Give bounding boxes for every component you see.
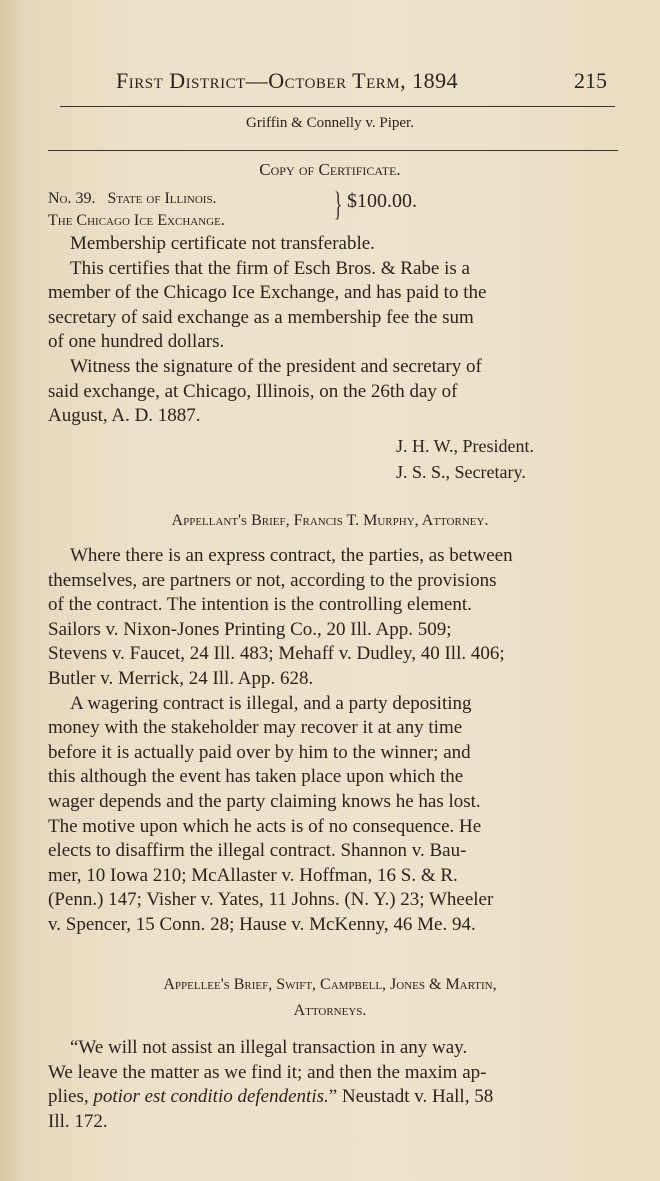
brief-line: themselves, are partners or not, according to the provisions xyxy=(48,569,497,591)
case-caption: Griffin & Connelly v. Piper. xyxy=(246,115,414,131)
certificate-no-state xyxy=(48,188,225,210)
certificate-header-block xyxy=(48,188,225,232)
appellant-heading: Appellant's Brief, Francis T. Murphy, Attorney. xyxy=(171,512,489,529)
brief-line: mer, 10 Iowa 210; McAllaster v. Hoffman, 16 S. & R. xyxy=(48,864,458,886)
brief-line: of the contract. The intention is the controlling element. xyxy=(48,594,472,616)
brief-line: Ill. 172. xyxy=(48,1110,108,1132)
brief-line: (Penn.) 147; Visher v. Yates, 11 Johns. (N. Y.) 23; Wheeler xyxy=(48,889,494,911)
brief-line-citation xyxy=(48,1085,618,1110)
brief-line: A wagering contract is illegal, and a party depositing xyxy=(70,692,472,714)
certificate-body xyxy=(48,232,618,429)
certificate-number: No. 39. xyxy=(48,190,96,207)
certificate-amount: $100.00. xyxy=(347,190,417,212)
appellee-brief xyxy=(48,1036,618,1134)
cert-line: August, A. D. 1887. xyxy=(48,405,201,427)
brief-line: this although the event has taken place upon which the xyxy=(48,766,464,788)
page-number: 215 xyxy=(574,68,607,93)
cert-line: of one hundred dollars. xyxy=(48,331,225,353)
brief-line: money with the stakeholder may recover it at any time xyxy=(48,717,463,739)
brief-line: The motive upon which he acts is of no consequence. He xyxy=(48,815,482,837)
certificate-org: The Chicago Ice Exchange. xyxy=(48,212,225,229)
certificate-heading: Copy of Certificate. xyxy=(259,160,401,179)
cert-line: This certifies that the firm of Esch Bros. & Rabe is a xyxy=(70,257,470,279)
citation-pre: plies, xyxy=(48,1086,94,1108)
brief-line: Sailors v. Nixon-Jones Printing Co., 20 Ill. App. 509; xyxy=(48,618,452,640)
brief-line: Where there is an express contract, the parties, as between xyxy=(70,545,513,566)
brief-line: before it is actually paid over by him to the winner; and xyxy=(48,741,471,763)
brief-line: Stevens v. Faucet, 24 Ill. 483; Mehaff v. Dudley, 40 Ill. 406; xyxy=(48,643,505,665)
brief-line: We leave the matter as we find it; and then the maxim ap- xyxy=(48,1061,487,1083)
appellant-brief xyxy=(48,544,618,938)
citation-post: ” Neustadt v. Hall, 58 xyxy=(328,1086,494,1108)
header-rule xyxy=(60,106,615,107)
brief-line: elects to disaffirm the illegal contract. Shannon v. Bau- xyxy=(48,840,467,862)
caption-rule xyxy=(48,150,618,151)
appellee-heading: Appellee's Brief, Swift, Campbell, Jones & Martin, xyxy=(163,976,497,993)
brief-line: “We will not assist an illegal transaction in any way. xyxy=(70,1037,468,1058)
cert-line: said exchange, at Chicago, Illinois, on the 26th day of xyxy=(48,380,458,402)
latin-maxim: potior est conditio defendentis. xyxy=(93,1086,329,1108)
cert-line: secretary of said exchange as a membership fee the sum xyxy=(48,306,474,328)
appellee-heading-2: Attorneys. xyxy=(293,1002,367,1019)
certificate-state: State of Illinois. xyxy=(107,190,217,207)
brace-glyph: } xyxy=(334,186,343,223)
brief-line: wager depends and the party claiming knows he has lost. xyxy=(48,790,481,812)
brief-line: v. Spencer, 15 Conn. 28; Hause v. McKenny, 46 Me. 94. xyxy=(48,913,476,935)
signature-president: J. H. W., President. xyxy=(396,436,535,456)
cert-line: member of the Chicago Ice Exchange, and has paid to the xyxy=(48,282,487,304)
signature-secretary: J. S. S., Secretary. xyxy=(396,462,526,482)
brief-line: Butler v. Merrick, 24 Ill. App. 628. xyxy=(48,667,314,689)
running-head: First District—October Term, 1894 xyxy=(116,68,459,93)
cert-line: Witness the signature of the president and secretary of xyxy=(70,355,482,377)
cert-line: Membership certificate not transferable. xyxy=(70,233,375,254)
